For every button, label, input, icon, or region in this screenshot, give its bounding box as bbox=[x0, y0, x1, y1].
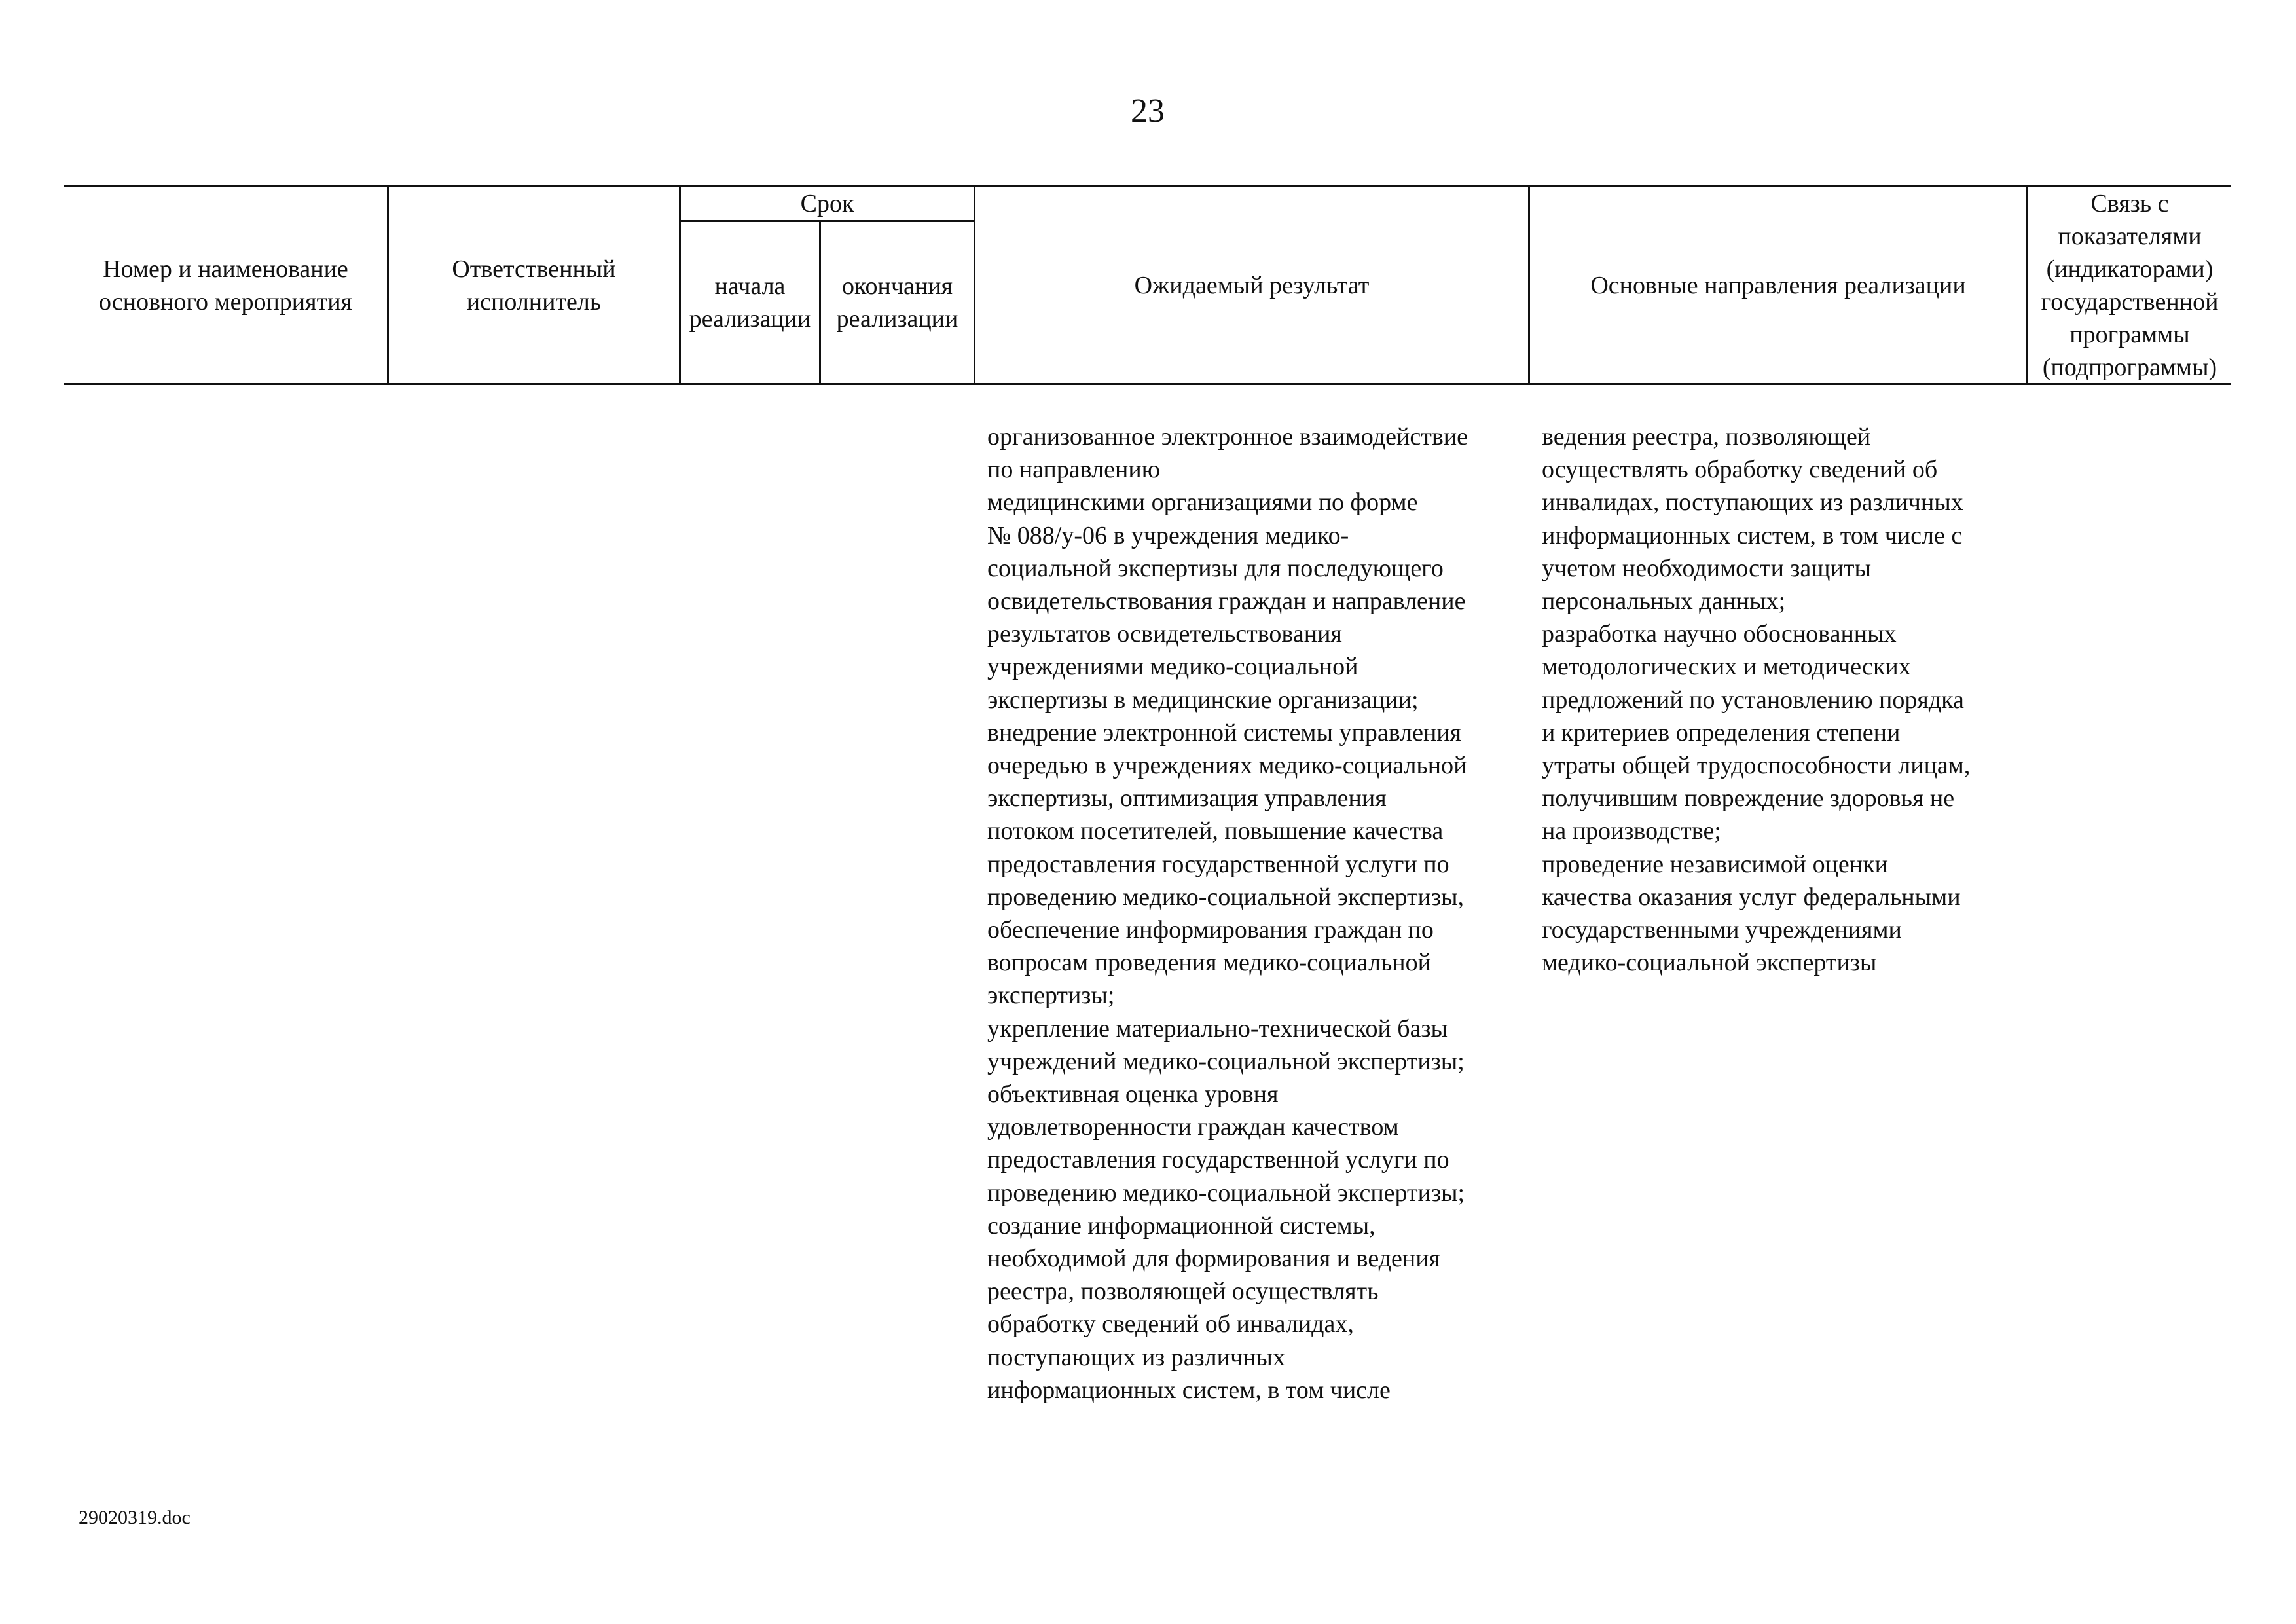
expected-result-line: предоставления государственной услуги по bbox=[987, 1146, 1449, 1174]
directions-line: информационных систем, в том числе с bbox=[1542, 521, 1963, 549]
directions-line: утраты общей трудоспособности лицам, bbox=[1542, 752, 1971, 780]
expected-result-line: поступающих из различных bbox=[987, 1343, 1285, 1371]
expected-result-line: создание информационной системы, bbox=[987, 1211, 1376, 1240]
expected-result-line: результатов освидетельствования bbox=[987, 620, 1342, 648]
header-indicators bbox=[2028, 187, 2231, 383]
header-indicators-line-4: государственной bbox=[2041, 287, 2219, 316]
expected-result-line: обеспечение информирования граждан по bbox=[987, 916, 1434, 944]
header-indicators-line-2: показателями bbox=[2058, 222, 2202, 250]
directions-line: осуществлять обработку сведений об bbox=[1542, 456, 1938, 484]
header-responsible bbox=[389, 187, 679, 383]
expected-result-line: удовлетворенности граждан качеством bbox=[987, 1113, 1399, 1141]
header-indicators-line-5: программы bbox=[2069, 320, 2190, 348]
header-activity bbox=[64, 187, 387, 383]
header-srok-label: Срок bbox=[800, 190, 854, 217]
expected-result-line: потоком посетителей, повышение качества bbox=[987, 817, 1444, 845]
directions-text bbox=[1542, 420, 2026, 979]
directions-line: и критериев определения степени bbox=[1542, 718, 1901, 747]
header-start-line-2: реализации bbox=[689, 305, 811, 333]
header-indicators-line-3: (индикаторами) bbox=[2046, 255, 2214, 283]
expected-result-line: по направлению bbox=[987, 456, 1161, 484]
expected-result-line: проведению медико-социальной экспертизы; bbox=[987, 1179, 1465, 1207]
document-id: 29020319.doc bbox=[79, 1507, 191, 1528]
directions-line: на производстве; bbox=[1542, 817, 1721, 845]
expected-result-line: социальной экспертизы для последующего bbox=[987, 554, 1444, 582]
expected-result-line: реестра, позволяющей осуществлять bbox=[987, 1278, 1379, 1306]
directions-line: получившим повреждение здоровья не bbox=[1542, 784, 1955, 813]
expected-result-line: учреждений медико-социальной экспертизы; bbox=[987, 1047, 1465, 1075]
expected-result-text bbox=[987, 420, 1524, 1407]
header-indicators-line-1: Связь с bbox=[2090, 189, 2169, 217]
expected-result-line: экспертизы; bbox=[987, 982, 1115, 1010]
header-directions bbox=[1530, 187, 2026, 383]
header-start bbox=[681, 222, 819, 383]
header-activity-line-2: основного мероприятия bbox=[98, 287, 353, 316]
header-indicators-line-6: (подпрограммы) bbox=[2042, 353, 2217, 381]
table-header-bottom-border bbox=[64, 383, 2231, 385]
header-end-line-1: окончания bbox=[842, 272, 953, 300]
header-responsible-line-2: исполнитель bbox=[466, 287, 602, 316]
expected-result-line: внедрение электронной системы управления bbox=[987, 718, 1462, 747]
expected-result-line: организованное электронное взаимодействие bbox=[987, 423, 1468, 451]
expected-result-line: учреждениями медико-социальной bbox=[987, 653, 1358, 681]
expected-result-line: информационных систем, в том числе bbox=[987, 1376, 1391, 1404]
directions-line: персональных данных; bbox=[1542, 587, 1786, 616]
directions-line: медико-социальной экспертизы bbox=[1542, 949, 1877, 977]
directions-line: предложений по установлению порядка bbox=[1542, 686, 1964, 714]
expected-result-line: № 088/у-06 в учреждения медико- bbox=[987, 521, 1349, 549]
expected-result-line: предоставления государственной услуги по bbox=[987, 850, 1449, 878]
directions-line: государственными учреждениями bbox=[1542, 916, 1902, 944]
directions-line: учетом необходимости защиты bbox=[1542, 554, 1872, 582]
directions-line: качества оказания услуг федеральными bbox=[1542, 883, 1961, 911]
header-end-line-2: реализации bbox=[836, 305, 958, 333]
header-start-line-1: начала bbox=[714, 272, 786, 300]
expected-result-line: проведению медико-социальной экспертизы, bbox=[987, 883, 1465, 911]
directions-line: проведение независимой оценки bbox=[1542, 850, 1888, 878]
header-end bbox=[821, 222, 974, 383]
directions-line: разработка научно обоснованных bbox=[1542, 620, 1897, 648]
expected-result-line: вопросам проведения медико-социальной bbox=[987, 949, 1431, 977]
expected-result-line: укрепление материально-технической базы bbox=[987, 1014, 1448, 1043]
expected-result-line: экспертизы в медицинские организации; bbox=[987, 686, 1419, 714]
header-activity-line-1: Номер и наименование bbox=[103, 255, 348, 283]
expected-result-line: освидетельствования граждан и направление bbox=[987, 587, 1466, 616]
expected-result-line: объективная оценка уровня bbox=[987, 1080, 1279, 1109]
header-expected-result-label: Ожидаемый результат bbox=[1134, 271, 1370, 299]
directions-line: ведения реестра, позволяющей bbox=[1542, 423, 1871, 451]
directions-line: инвалидах, поступающих из различных bbox=[1542, 489, 1963, 517]
header-directions-label: Основные направления реализации bbox=[1590, 271, 1966, 299]
page-number: 23 bbox=[1131, 92, 1165, 130]
directions-line: методологических и методических bbox=[1542, 653, 1911, 681]
header-expected-result bbox=[975, 187, 1528, 383]
header-srok bbox=[681, 187, 974, 220]
expected-result-line: необходимой для формирования и ведения bbox=[987, 1245, 1441, 1273]
expected-result-line: очередью в учреждениях медико-социальной bbox=[987, 752, 1467, 780]
header-responsible-line-1: Ответственный bbox=[452, 255, 616, 283]
expected-result-line: медицинскими организациями по форме bbox=[987, 489, 1418, 517]
expected-result-line: экспертизы, оптимизация управления bbox=[987, 784, 1387, 813]
expected-result-line: обработку сведений об инвалидах, bbox=[987, 1310, 1354, 1338]
